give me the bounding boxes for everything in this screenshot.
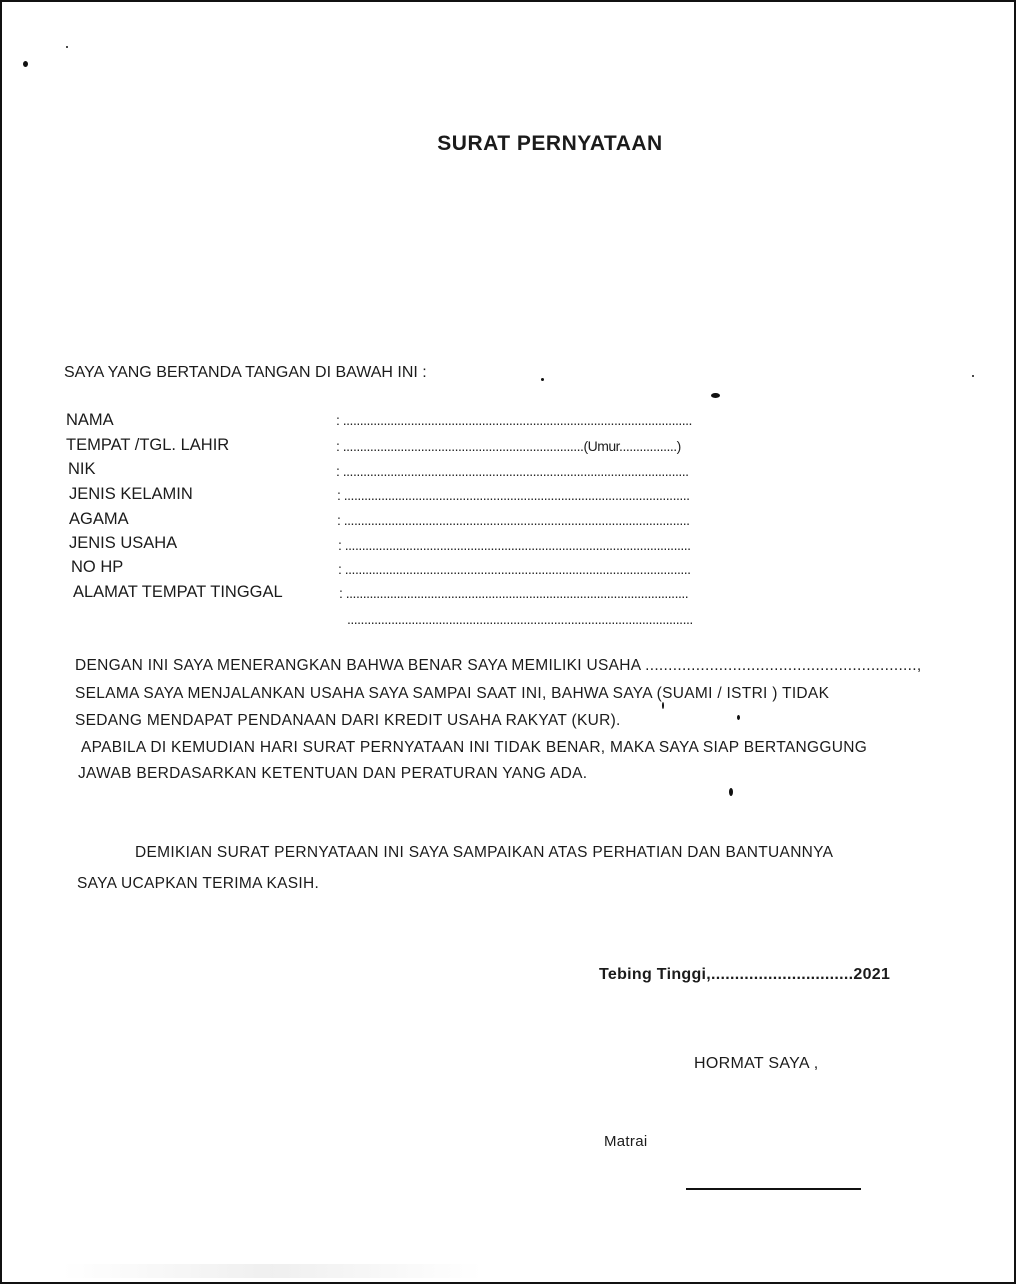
paragraph-line: DENGAN INI SAYA MENERANGKAN BAHWA BENAR SAYA MEMILIKI USAHA ...........................................................,: [75, 657, 922, 674]
paragraph-line: SAYA UCAPKAN TERIMA KASIH.: [77, 875, 320, 892]
field-value-nama: : .......................................................................................................: [336, 412, 692, 428]
scan-speck: [23, 61, 28, 67]
document-title: SURAT PERNYATAAN: [437, 132, 663, 155]
field-value-jenis-usaha: : ......................................................................................................: [338, 537, 691, 553]
field-label-no-hp: NO HP: [71, 558, 124, 576]
paragraph-line: DEMIKIAN SURAT PERNYATAAN INI SAYA SAMPAIKAN ATAS PERHATIAN DAN BANTUANNYA: [135, 844, 834, 861]
field-label-alamat: ALAMAT TEMPAT TINGGAL: [73, 583, 283, 601]
paragraph-line: SEDANG MENDAPAT PENDANAAN DARI KREDIT USAHA RAKYAT (KUR).: [75, 712, 621, 729]
field-label-agama: AGAMA: [69, 510, 129, 528]
scan-speck: [66, 46, 68, 48]
field-value-alamat-continuation: ......................................................................................................: [347, 611, 693, 627]
scan-speck: [972, 375, 974, 377]
stamp-label: Matrai: [604, 1133, 648, 1150]
field-label-jenis-usaha: JENIS USAHA: [69, 534, 178, 552]
field-label-jenis-kelamin: JENIS KELAMIN: [69, 485, 193, 503]
signature-line: [686, 1188, 861, 1190]
scan-speck: [711, 393, 720, 398]
paragraph-line: APABILA DI KEMUDIAN HARI SURAT PERNYATAAN INI TIDAK BENAR, MAKA SAYA SIAP BERTANGGUNG: [81, 739, 868, 756]
scan-speck: [737, 715, 740, 720]
field-value-jenis-kelamin: : ......................................................................................................: [337, 487, 690, 503]
field-value-nik: : ......................................................................................................: [336, 463, 689, 479]
field-label-nama: NAMA: [66, 411, 114, 429]
scan-speck: [662, 702, 664, 709]
paragraph-line: SELAMA SAYA MENJALANKAN USAHA SAYA SAMPAI SAAT INI, BAHWA SAYA (SUAMI / ISTRI ) TIDAK: [75, 685, 830, 702]
field-value-agama: : ......................................................................................................: [337, 512, 690, 528]
intro-line: SAYA YANG BERTANDA TANGAN DI BAWAH INI :: [64, 364, 427, 381]
scan-speck: [729, 788, 733, 796]
field-value-no-hp: : ......................................................................................................: [338, 561, 691, 577]
scan-shadow: [62, 1264, 482, 1278]
field-value-tempat-lahir: : .......................................................................(Umur.................): [336, 438, 681, 454]
field-label-tempat-lahir: TEMPAT /TGL. LAHIR: [66, 436, 230, 454]
field-label-nik: NIK: [68, 460, 96, 478]
field-value-alamat: : .....................................................................................................: [339, 585, 689, 601]
scan-speck: [541, 378, 544, 381]
place-date: Tebing Tinggi,..............................2021: [599, 966, 891, 983]
closing-salutation: HORMAT SAYA ,: [694, 1055, 819, 1072]
paragraph-line: JAWAB BERDASARKAN KETENTUAN DAN PERATURAN YANG ADA.: [78, 765, 588, 782]
